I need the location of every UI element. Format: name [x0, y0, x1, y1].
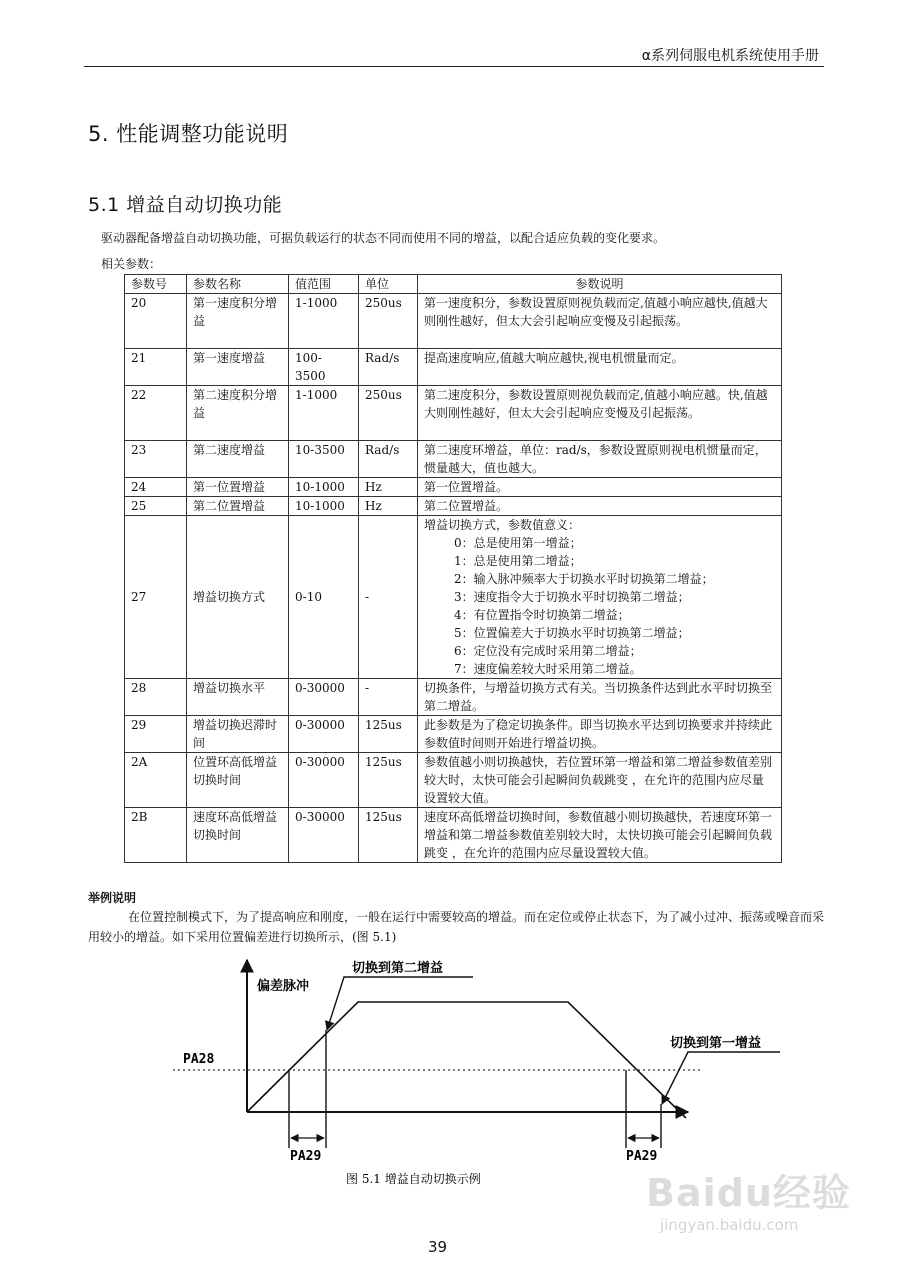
param-unit: 125us	[359, 808, 418, 863]
option-item: 0：总是使用第一增益；	[454, 536, 582, 550]
param-no: 22	[125, 386, 187, 441]
param-range: 0-30000	[289, 679, 359, 716]
param-range: 10-1000	[289, 478, 359, 497]
subsection-heading: 5.1 增益自动切换功能	[88, 194, 283, 216]
option-item: 5：位置偏差大于切换水平时切换第二增益；	[454, 626, 690, 640]
param-unit: Rad/s	[359, 441, 418, 478]
param-desc: 第二速度环增益，单位：rad/s，参数设置原则视电机惯量而定，惯量越大，值也越大。	[418, 441, 782, 478]
param-desc: 提高速度响应,值越大响应越快,视电机惯量而定。	[418, 349, 782, 386]
switch-first-gain-label: 切换到第一增益	[670, 1036, 762, 1051]
param-unit: -	[359, 516, 418, 679]
param-name: 第一速度积分增益	[187, 294, 289, 349]
param-name: 增益切换方式	[187, 516, 289, 679]
param-desc: 第二速度积分，参数设置原则视负载而定,值越小响应越。快,值越大则刚性越好，但太大会引起响应变慢及引起振荡。	[418, 386, 782, 441]
param-no: 24	[125, 478, 187, 497]
intro-paragraph: 驱动器配备增益自动切换功能，可据负载运行的状态不同而使用不同的增益，以配合适应负载的变化要求。	[101, 231, 666, 245]
option-item: 6：定位没有完成时采用第二增益；	[454, 644, 642, 658]
param-desc-intro: 增益切换方式，参数值意义：	[424, 518, 581, 532]
threshold-label: PA28	[183, 1052, 215, 1067]
figure-caption: 图 5.1 增益自动切换示例	[346, 1172, 481, 1186]
col-header-no: 参数号	[125, 275, 187, 294]
option-item: 7：速度偏差较大时采用第二增益。	[454, 662, 642, 676]
param-desc: 第一速度积分，参数设置原则视负载而定,值越小响应越快,值越大则刚性越好，但太大会引起响应变慢及引起振荡。	[418, 294, 782, 349]
param-name: 第一速度增益	[187, 349, 289, 386]
watermark-logo: Baidu经验	[646, 1171, 851, 1215]
param-range: 0-30000	[289, 716, 359, 753]
param-name: 位置环高低增益切换时间	[187, 753, 289, 808]
param-desc: 参数值越小则切换越快，若位置环第一增益和第二增益参数值差别较大时，太快可能会引起瞬间负载跳变 ，在允许的范围内应尽量设置较大值。	[418, 753, 782, 808]
col-header-unit: 单位	[359, 275, 418, 294]
param-no: 25	[125, 497, 187, 516]
param-desc: 第一位置增益。	[418, 478, 782, 497]
param-range: 0-30000	[289, 753, 359, 808]
param-name: 第二位置增益	[187, 497, 289, 516]
col-header-desc: 参数说明	[418, 275, 782, 294]
col-header-name: 参数名称	[187, 275, 289, 294]
param-range: 0-10	[289, 516, 359, 679]
related-params-label: 相关参数：	[101, 257, 162, 271]
param-no: 29	[125, 716, 187, 753]
param-no: 21	[125, 349, 187, 386]
param-unit: -	[359, 679, 418, 716]
param-unit: Rad/s	[359, 349, 418, 386]
col-header-range: 值范围	[289, 275, 359, 294]
delay-label-left: PA29	[290, 1149, 322, 1164]
param-desc: 切换条件，与增益切换方式有关。当切换条件达到此水平时切换至第二增益。	[418, 679, 782, 716]
param-no: 27	[125, 516, 187, 679]
page-number: 39	[428, 1238, 448, 1256]
param-desc: 此参数是为了稳定切换条件。即当切换水平达到切换要求并持续此参数值时间则开始进行增益切换。	[418, 716, 782, 753]
param-unit: 250us	[359, 386, 418, 441]
section-heading: 5. 性能调整功能说明	[88, 122, 289, 146]
param-unit: 125us	[359, 753, 418, 808]
param-no: 2B	[125, 808, 187, 863]
option-item: 4：有位置指令时切换第二增益；	[454, 608, 630, 622]
param-unit: 125us	[359, 716, 418, 753]
header-title: α系列伺服电机系统使用手册	[641, 48, 819, 64]
example-title: 举例说明	[88, 891, 137, 905]
example-paragraph: 在位置控制模式下，为了提高响应和刚度，一般在运行中需要较高的增益。而在定位或停止状态下，为了减小过冲、振荡或噪音而采用较小的增益。如下采用位置偏差进行切换所示，(图 5.1)	[88, 910, 825, 944]
param-unit: Hz	[359, 497, 418, 516]
param-unit: Hz	[359, 478, 418, 497]
param-desc: 第二位置增益。	[418, 497, 782, 516]
param-name: 速度环高低增益切换时间	[187, 808, 289, 863]
watermark-url: jingyan.baidu.com	[660, 1216, 799, 1234]
param-desc: 速度环高低增益切换时间，参数值越小则切换越快，若速度环第一增益和第二增益参数值差别较大时，太快切换可能会引起瞬间负载跳变 ，在允许的范围内应尽量设置较大值。	[418, 808, 782, 863]
option-item: 2：输入脉冲频率大于切换水平时切换第二增益；	[454, 572, 714, 586]
param-name: 增益切换水平	[187, 679, 289, 716]
param-range: 10-3500	[289, 441, 359, 478]
switch-second-gain-label: 切换到第二增益	[352, 961, 444, 976]
delay-label-right: PA29	[626, 1149, 658, 1164]
param-no: 2A	[125, 753, 187, 808]
param-no: 20	[125, 294, 187, 349]
param-range: 100-3500	[289, 349, 359, 386]
param-range: 10-1000	[289, 497, 359, 516]
callout-first-gain-leader	[662, 1052, 780, 1104]
param-no: 28	[125, 679, 187, 716]
param-range: 1-1000	[289, 386, 359, 441]
deviation-curve	[247, 1002, 686, 1118]
param-range: 0-30000	[289, 808, 359, 863]
y-axis-label: 偏差脉冲	[257, 979, 310, 994]
param-name: 增益切换迟滞时间	[187, 716, 289, 753]
param-range: 1-1000	[289, 294, 359, 349]
param-no: 23	[125, 441, 187, 478]
param-name: 第一位置增益	[187, 478, 289, 497]
option-item: 3：速度指令大于切换水平时切换第二增益；	[454, 590, 690, 604]
param-unit: 250us	[359, 294, 418, 349]
callout-second-gain-leader	[327, 977, 473, 1030]
param-name: 第二速度积分增益	[187, 386, 289, 441]
option-item: 1：总是使用第二增益；	[454, 554, 582, 568]
param-name: 第二速度增益	[187, 441, 289, 478]
